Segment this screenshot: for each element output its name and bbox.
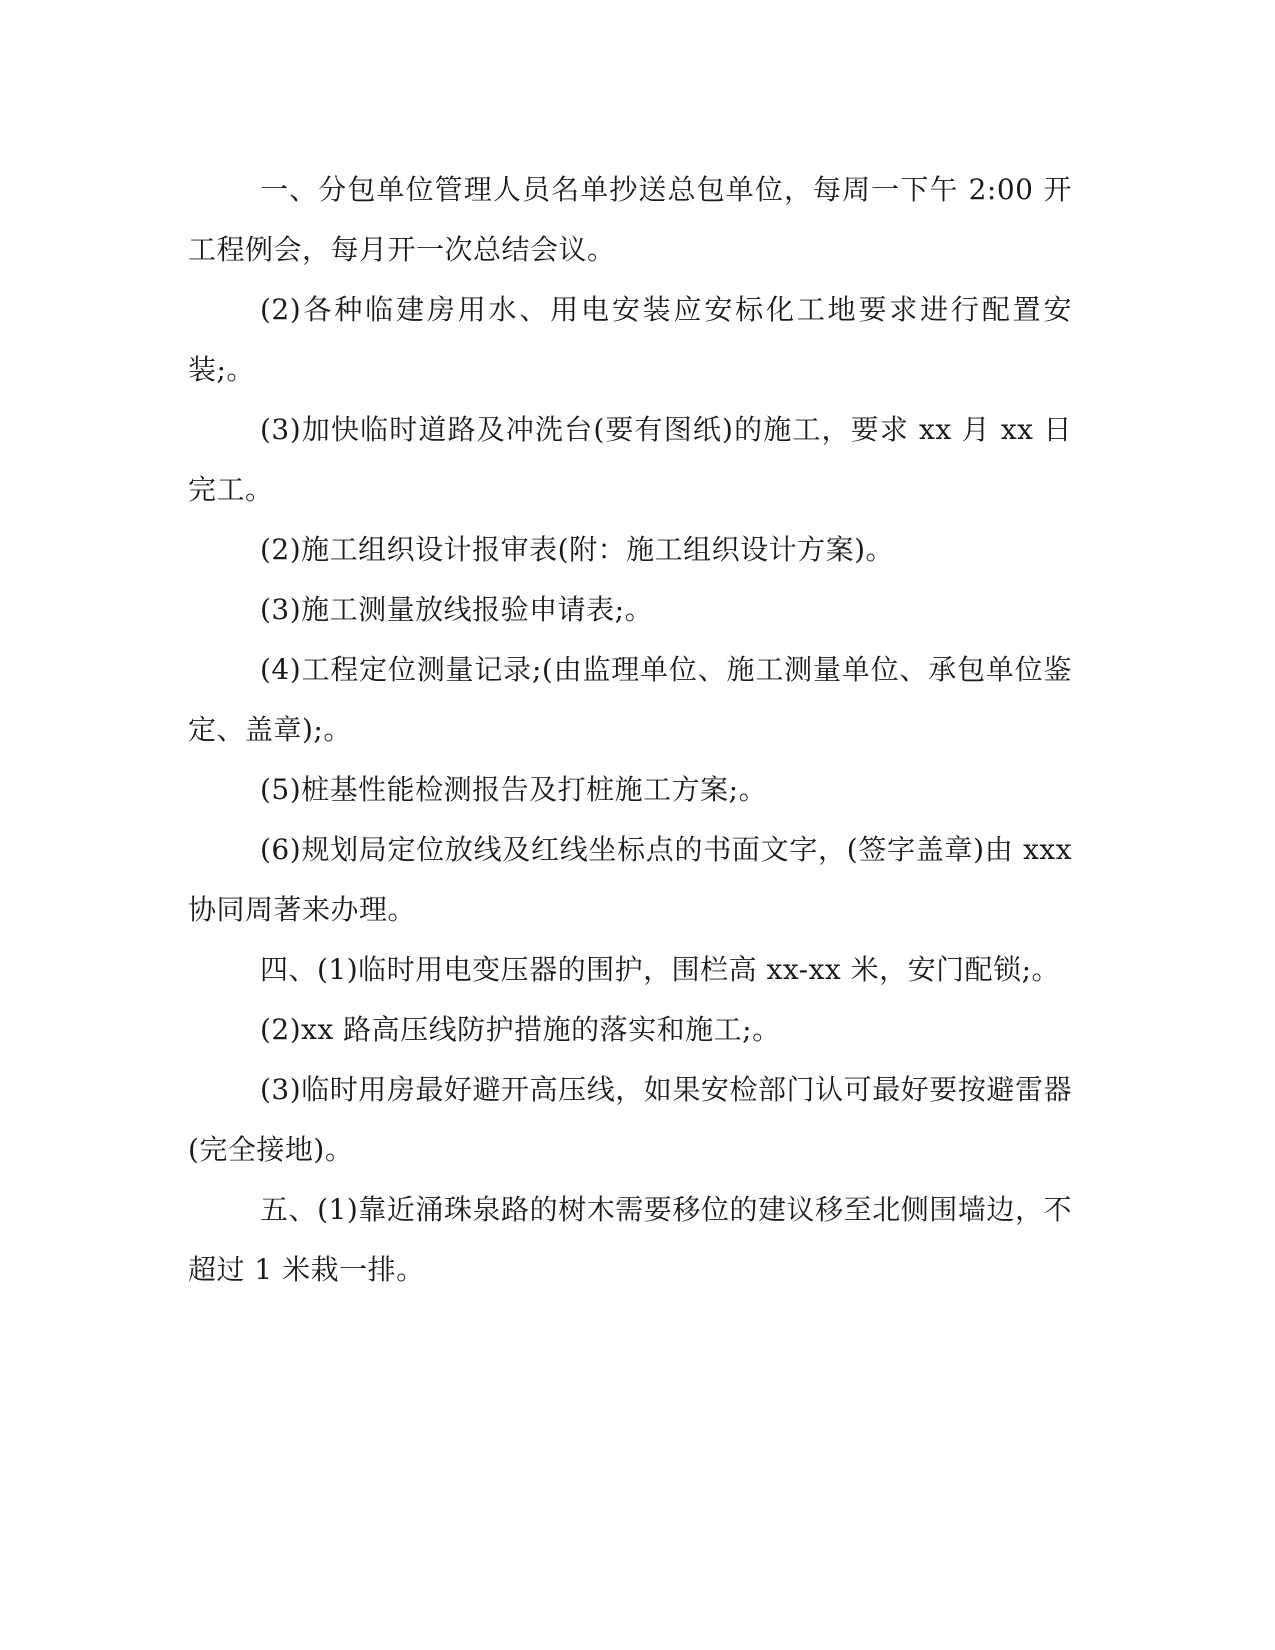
paragraph-1: 一、分包单位管理人员名单抄送总包单位，每周一下午 2:00 开工程例会，每月开一次总结会议。	[188, 173, 1072, 266]
paragraph-4: (2)施工组织设计报审表(附：施工组织设计方案)。	[260, 533, 895, 566]
paragraph-12: 五、(1)靠近涌珠泉路的树木需要移位的建议移至北侧围墙边，不超过 1 米栽一排。	[188, 1193, 1072, 1286]
paragraph-5: (3)施工测量放线报验申请表;。	[260, 593, 654, 626]
paragraph-10: (2)xx 路高压线防护措施的落实和施工;。	[260, 1013, 781, 1046]
paragraph-8: (6)规划局定位放线及红线坐标点的书面文字，(签字盖章)由 xxx 协同周著来办理。	[188, 833, 1072, 926]
paragraph-6: (4)工程定位测量记录;(由监理单位、施工测量单位、承包单位鉴定、盖章);。	[188, 653, 1072, 746]
paragraph-2: (2)各种临建房用水、用电安装应安标化工地要求进行配置安装;。	[188, 293, 1072, 386]
document-body	[188, 160, 1072, 1300]
paragraph-7: (5)桩基性能检测报告及打桩施工方案;。	[260, 773, 768, 806]
paragraph-9: 四、(1)临时用电变压器的围护，围栏高 xx-xx 米，安门配锁;。	[260, 953, 1061, 986]
paragraph-3: (3)加快临时道路及冲洗台(要有图纸)的施工，要求 xx 月 xx 日完工。	[188, 413, 1072, 506]
paragraph-11: (3)临时用房最好避开高压线，如果安检部门认可最好要按避雷器(完全接地)。	[188, 1073, 1072, 1166]
